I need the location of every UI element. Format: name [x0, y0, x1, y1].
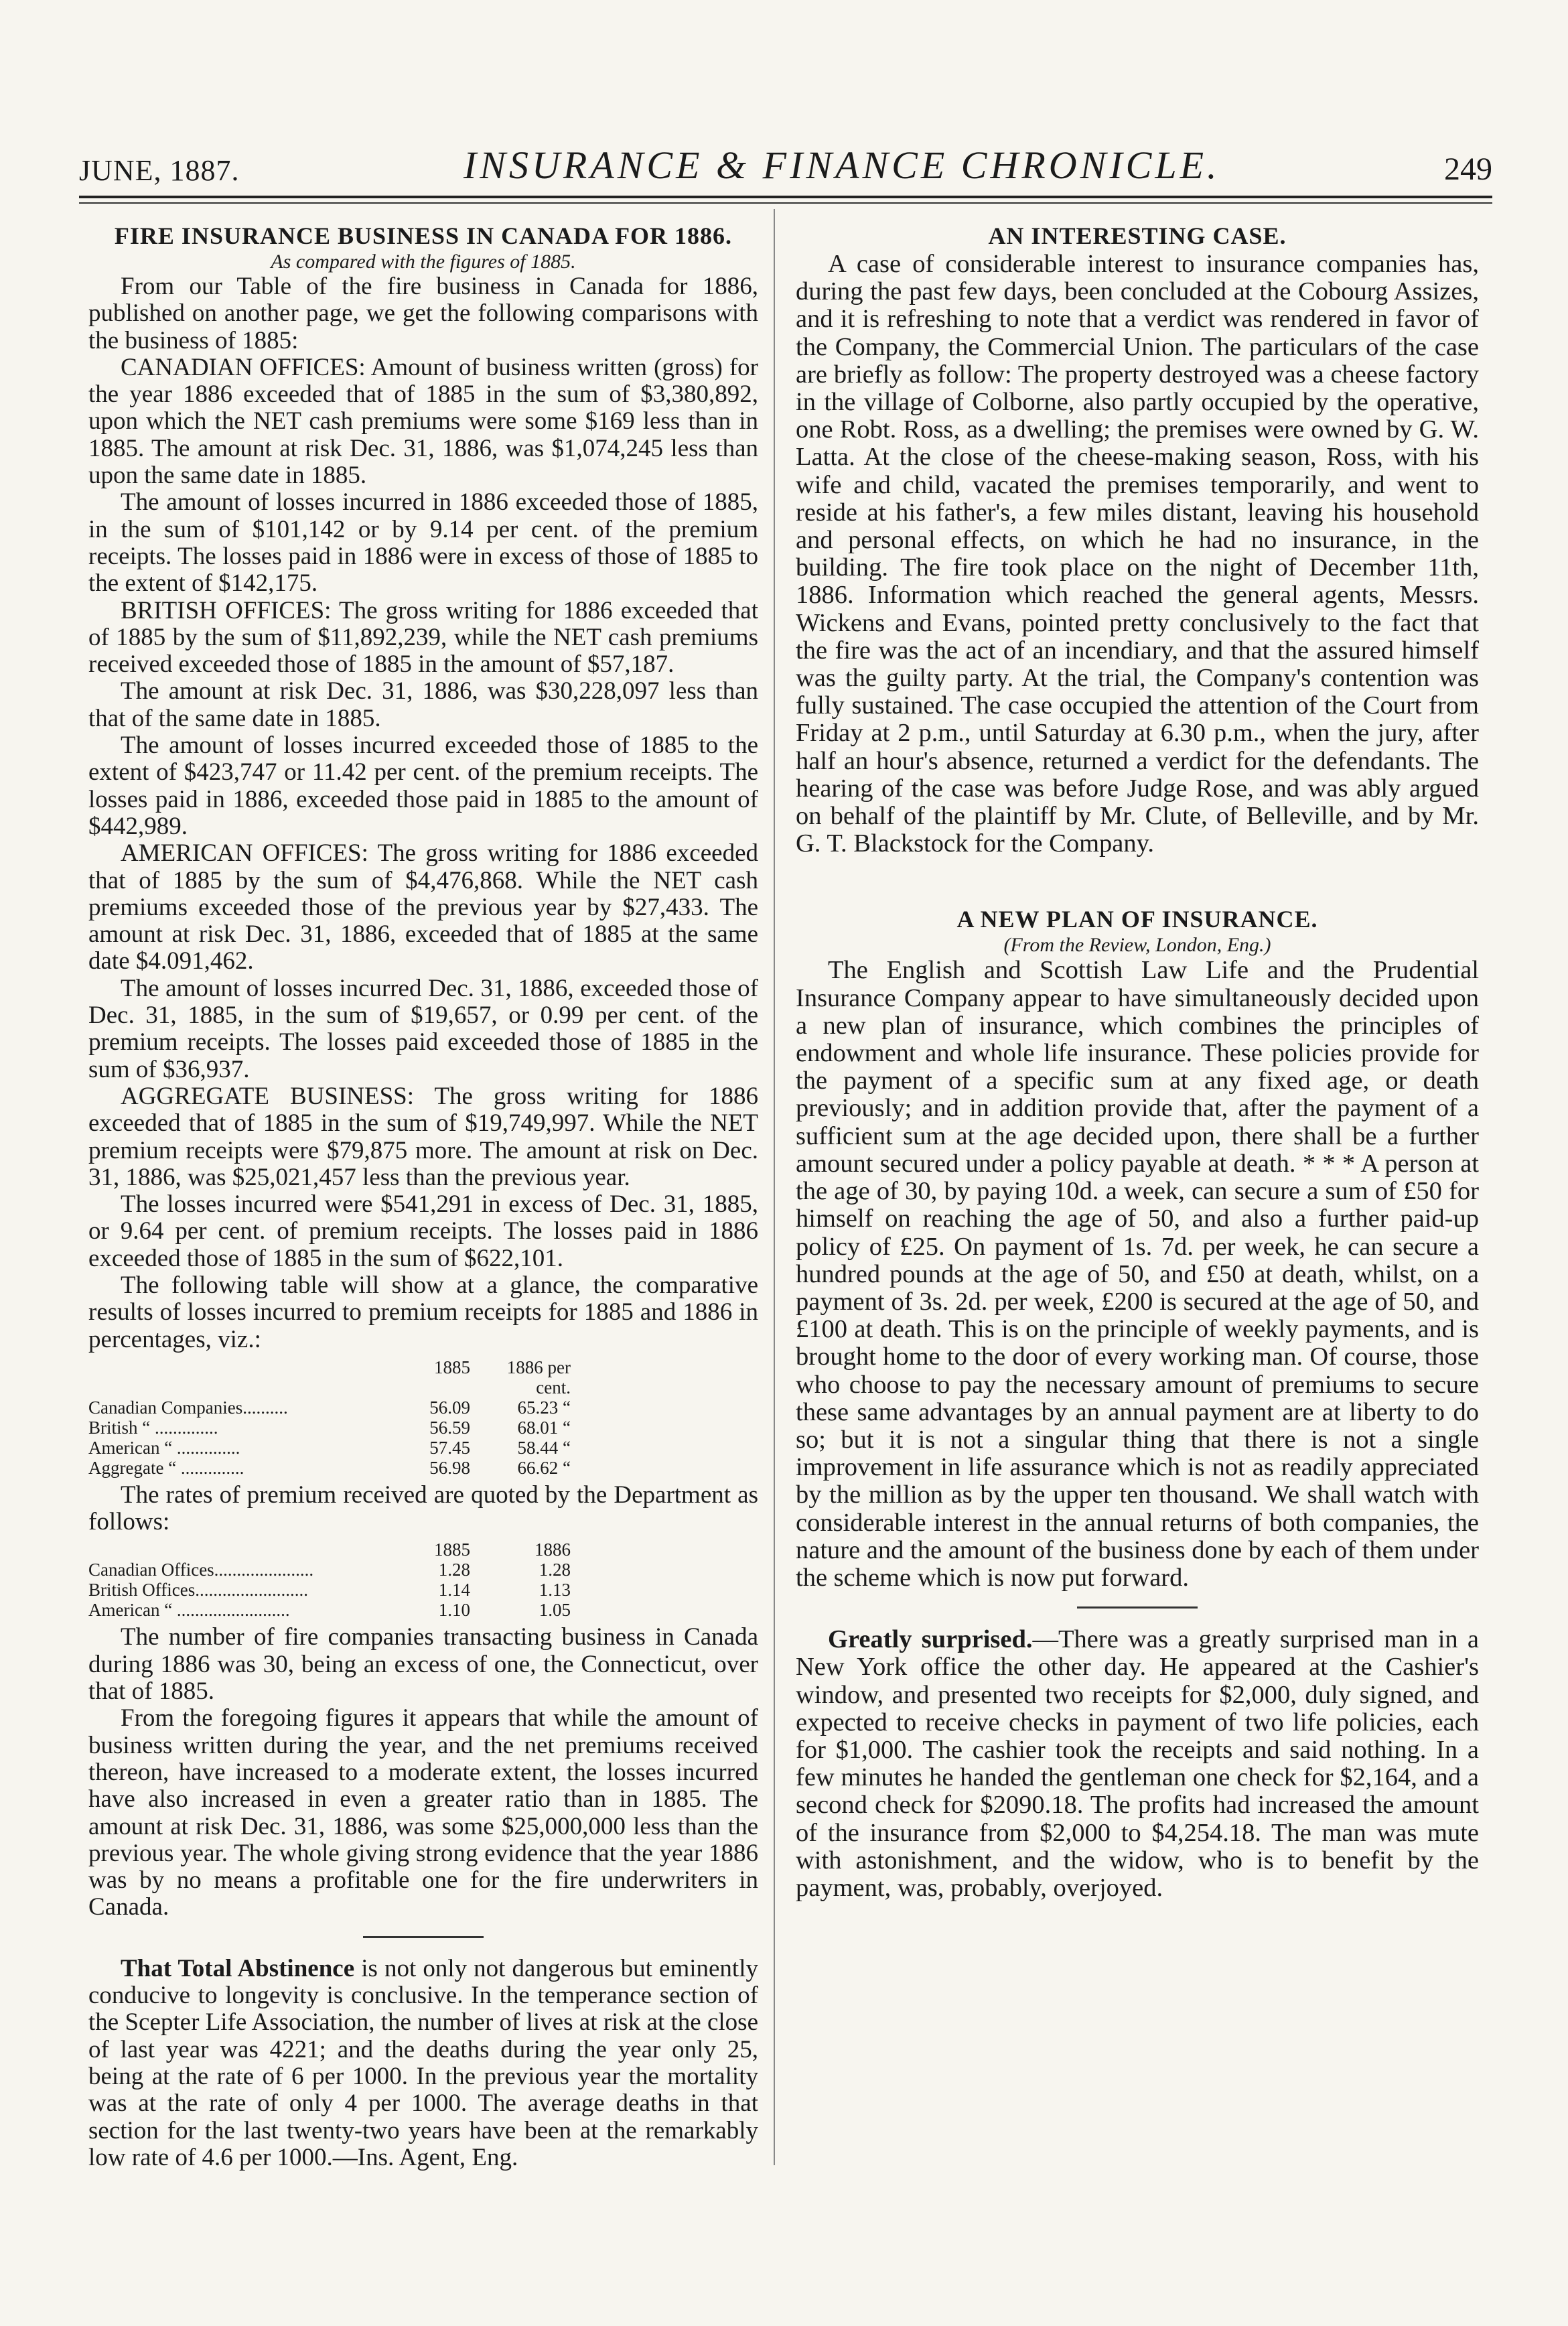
- loss-ratio-table: [88, 1357, 758, 1478]
- table-row: [88, 1560, 758, 1580]
- table-header-cell: 1886 per cent.: [506, 1357, 571, 1397]
- page-number: 249: [1443, 151, 1492, 187]
- right-column: [796, 221, 1479, 1902]
- article-heading-fire-insurance: FIRE INSURANCE BUSINESS IN CANADA FOR 1886.: [114, 222, 733, 249]
- table-row: [88, 1397, 758, 1418]
- table-cell: 1.28: [438, 1560, 470, 1580]
- paragraph: The number of fire companies transacting business in Canada during 1886 was 30, being an excess of one, the Connecticut, over that of 1885.: [88, 1623, 758, 1706]
- run-in-heading: Greatly surprised.: [828, 1625, 1033, 1654]
- issue-date: JUNE, 1887.: [79, 154, 240, 187]
- table-cell: [88, 1357, 376, 1397]
- table-cell: British “ ..............: [88, 1417, 218, 1438]
- paragraph: The amount of losses incurred in 1886 exceeded those of 1885, in the sum of $101,142 or by 9.14 per cent. of the premium receipts. The losses paid in 1886 were in excess of those of 1885 to the extent of $142,175.: [88, 488, 758, 598]
- table-row: [88, 1458, 758, 1478]
- table-cell: Aggregate “ ..............: [88, 1457, 244, 1478]
- paragraph: The losses incurred were $541,291 in excess of Dec. 31, 1885, or 9.64 per cent. of premium receipts. The losses paid in 1886 exceeded those of 1885 in the sum of $622,101.: [88, 1190, 758, 1272]
- table-cell: 66.62 “: [517, 1457, 571, 1478]
- paragraph: The amount of losses incurred exceeded those of 1885 to the extent of $423,747 or 11.42 per cent. of the premium receipts. The losses paid in 1886, exceeded those paid in 1885 to the amount of $442,989.: [88, 732, 758, 840]
- spacer: [796, 858, 1479, 904]
- table-cell: [88, 1540, 376, 1560]
- table-cell: American “ .........................: [88, 1600, 290, 1621]
- table-header-cell: 1885: [434, 1357, 470, 1377]
- article-heading-interesting-case: AN INTERESTING CASE.: [988, 222, 1287, 249]
- table-cell: Canadian Companies..........: [88, 1397, 288, 1418]
- table-cell: 1.10: [438, 1600, 470, 1621]
- table-header-cell: 1886: [534, 1540, 571, 1560]
- header-rule-thin: [79, 202, 1492, 204]
- paragraph: The rates of premium received are quoted by the Department as follows:: [88, 1481, 758, 1536]
- table-header-row: [88, 1357, 758, 1397]
- column-divider: [774, 209, 775, 2165]
- table-cell: 57.45: [429, 1437, 470, 1458]
- paragraph: A case of considerable interest to insurance companies has, during the past few days, been concluded at the Cobourg Assizes, and it is refreshing to note that a verdict was rendered in favor of the Company, the Commercial Union. The particulars of the case are briefly as follow: The property destroyed was a cheese factory in the village of Colborne, also partly occupied by the operative, one Robt. Ross, as a dwelling; the premises were owned by G. W. Latta. At the close of the cheese-making season, Ross, with his wife and child, vacated the premises temporarily, and went to reside at his father's, a few miles distant, leaving his household and personal effects, on which he had no insurance, in the building. The fire took place on the night of December 11th, 1886. Information which reached the general agents, Messrs. Wickens and Evans, pointed pretty conclusively to the fact that the fire was the act of an incendiary, and that the assured himself was the guilty party. At the trial, the Company's contention was fully sustained. The case occupied the attention of the Court from Friday at 2 p.m., until Saturday at 6.30 p.m., when the jury, after half an hour's absence, returned a verdict for the defendants. The hearing of the case was before Judge Rose, and was ably argued on behalf of the plaintiff by Mr. Clute, of Belleville, and by Mr. G. T. Blackstock for the Company.: [796, 250, 1479, 858]
- table-cell: 68.01 “: [517, 1417, 571, 1438]
- table-cell: 1.13: [539, 1580, 571, 1600]
- article-source: (From the Review, London, Eng.): [1003, 934, 1271, 957]
- paragraph: AMERICAN OFFICES: The gross writing for 1886 exceeded that of 1885 by the sum of $4,476,868. While the NET cash premiums exceeded those of the previous year by $27,433. The amount at risk Dec. 31, 1886, exceeded that of 1885 at the same date $4.091,462.: [88, 839, 758, 975]
- table-row: [88, 1600, 758, 1620]
- section-divider: [1077, 1606, 1198, 1609]
- paragraph-text: is not only not dangerous but eminently conducive to longevity is conclusive. In the temperance section of the Scepter Life Association, the number of lives at risk at the close of last year was 4221; and the deaths during the year only 25, being at the rate of 6 per 1000. In the previous year the mortality was at the rate of only 4 per 1000. The average deaths in that section for the last twenty-two years have been at the remarkably low rate of 4.6 per 1000.—Ins. Agent, Eng.: [88, 1954, 758, 2171]
- paragraph: BRITISH OFFICES: The gross writing for 1886 exceeded that of 1885 by the sum of $11,892,239, while the NET cash premiums received exceeded those of 1885 in the amount of $57,187.: [88, 596, 758, 679]
- table-cell: 58.44 “: [517, 1437, 571, 1458]
- left-column: [88, 221, 758, 2171]
- run-in-heading: That Total Abstinence: [121, 1954, 355, 1982]
- surprised-paragraph: [796, 1626, 1479, 1902]
- table-cell: Canadian Offices......................: [88, 1560, 314, 1580]
- article-subheading: As compared with the figures of 1885.: [271, 251, 576, 273]
- publication-title: INSURANCE & FINANCE CHRONICLE.: [463, 143, 1220, 187]
- table-header-row: [88, 1540, 758, 1560]
- table-cell: 56.59: [429, 1417, 470, 1438]
- paragraph: The English and Scottish Law Life and the Prudential Insurance Company appear to have simultaneously decided upon a new plan of insurance, which combines the principles of endowment and whole life insurance. These policies provide for the payment of a specific sum at any fixed age, or death previously; and in addition provide that, after the payment of a sufficient sum at the age decided upon, there shall be a further amount secured under a policy payable at death. * * * A person at the age of 30, by paying 10d. a week, can secure a sum of £50 for himself on reaching the age of 50, and also a further paid-up policy of £25. On payment of 1s. 7d. per week, he can secure a hundred pounds at the age of 50, and £50 at death, whilst, on a payment of 3s. 2d. per week, £200 is secured at the age of 50, and £100 at death. This is on the principle of weekly payments, and is brought home to the door of every working man. Of course, those who choose to pay the necessary amount of premiums to secure these same advantages by an annual payment are at liberty to do so; but it is not a singular thing that there is not a single improvement in life assurance which is not as readily appreciated by the million as by the upper ten thousand. We shall watch with considerable interest in the annual returns of both companies, the nature and the amount of the business done by each of them under the scheme which is now put forward.: [796, 956, 1479, 1592]
- table-cell: British Offices.........................: [88, 1580, 308, 1600]
- table-cell: 56.09: [429, 1397, 470, 1418]
- paragraph: CANADIAN OFFICES: Amount of business written (gross) for the year 1886 exceeded that of 1885 in the sum of $3,380,892, upon which the NET cash premiums were some $169 less than in 1885. The amount at risk Dec. 31, 1886, was $1,074,245 less than upon the same date in 1885.: [88, 353, 758, 490]
- abstinence-paragraph: [88, 1956, 758, 2171]
- table-cell: 56.98: [429, 1457, 470, 1478]
- paragraph: The following table will show at a glance, the comparative results of losses incurred to premium receipts for 1885 and 1886 in percentages, viz.:: [88, 1271, 758, 1353]
- paragraph: The amount at risk Dec. 31, 1886, was $30,228,097 less than that of the same date in 1885.: [88, 677, 758, 732]
- table-cell: 1.14: [438, 1580, 470, 1600]
- paragraph-text: —There was a greatly surprised man in a New York office the other day. He appeared at the Cashier's window, and presented two receipts for $2,000, duly signed, and expected to receive checks in payment of two life policies, each for $1,000. The cashier took the receipts and said nothing. In a few minutes he handed the gentleman one check for $2,164, and a second check for $2090.18. The profits had increased the amount of the insurance from $2,000 to $4,254.18. The man was mute with astonishment, and the widow, who is to benefit by the payment, was, probably, overjoyed.: [796, 1625, 1480, 1902]
- page-header: [79, 107, 1492, 188]
- table-cell: 1.28: [539, 1560, 571, 1580]
- paragraph: From the foregoing figures it appears that while the amount of business written during the year, and the net premiums received thereon, have increased to a moderate extent, the losses incurred have also increased in even a greater ratio than in 1885. The amount at risk Dec. 31, 1886, was some $25,000,000 less than the previous year. The whole giving strong evidence that the year 1886 was by no means a profitable one for the fire underwriters in Canada.: [88, 1704, 758, 1921]
- article-heading-new-plan: A NEW PLAN OF INSURANCE.: [956, 906, 1318, 933]
- table-row: [88, 1418, 758, 1438]
- table-cell: American “ ..............: [88, 1437, 240, 1458]
- paragraph: The amount of losses incurred Dec. 31, 1886, exceeded those of Dec. 31, 1885, in the sum of $19,657, or 0.99 per cent. of the premium receipts. The losses paid exceeded those of 1885 in the sum of $36,937.: [88, 974, 758, 1083]
- table-row: [88, 1580, 758, 1600]
- premium-rates-table: [88, 1540, 758, 1620]
- table-cell: 1.05: [539, 1600, 571, 1621]
- section-divider: [363, 1936, 484, 1938]
- table-cell: 65.23 “: [517, 1397, 571, 1418]
- header-rule: [79, 196, 1492, 198]
- table-row: [88, 1438, 758, 1458]
- paragraph: From our Table of the fire business in Canada for 1886, published on another page, we get the following comparisons with the business of 1885:: [88, 273, 758, 354]
- table-header-cell: 1885: [434, 1540, 470, 1560]
- paragraph: AGGREGATE BUSINESS: The gross writing for 1886 exceeded that of 1885 in the sum of $19,749,997. While the NET premium receipts were $79,875 more. The amount at risk on Dec. 31, 1886, was $25,021,457 less than the previous year.: [88, 1082, 758, 1191]
